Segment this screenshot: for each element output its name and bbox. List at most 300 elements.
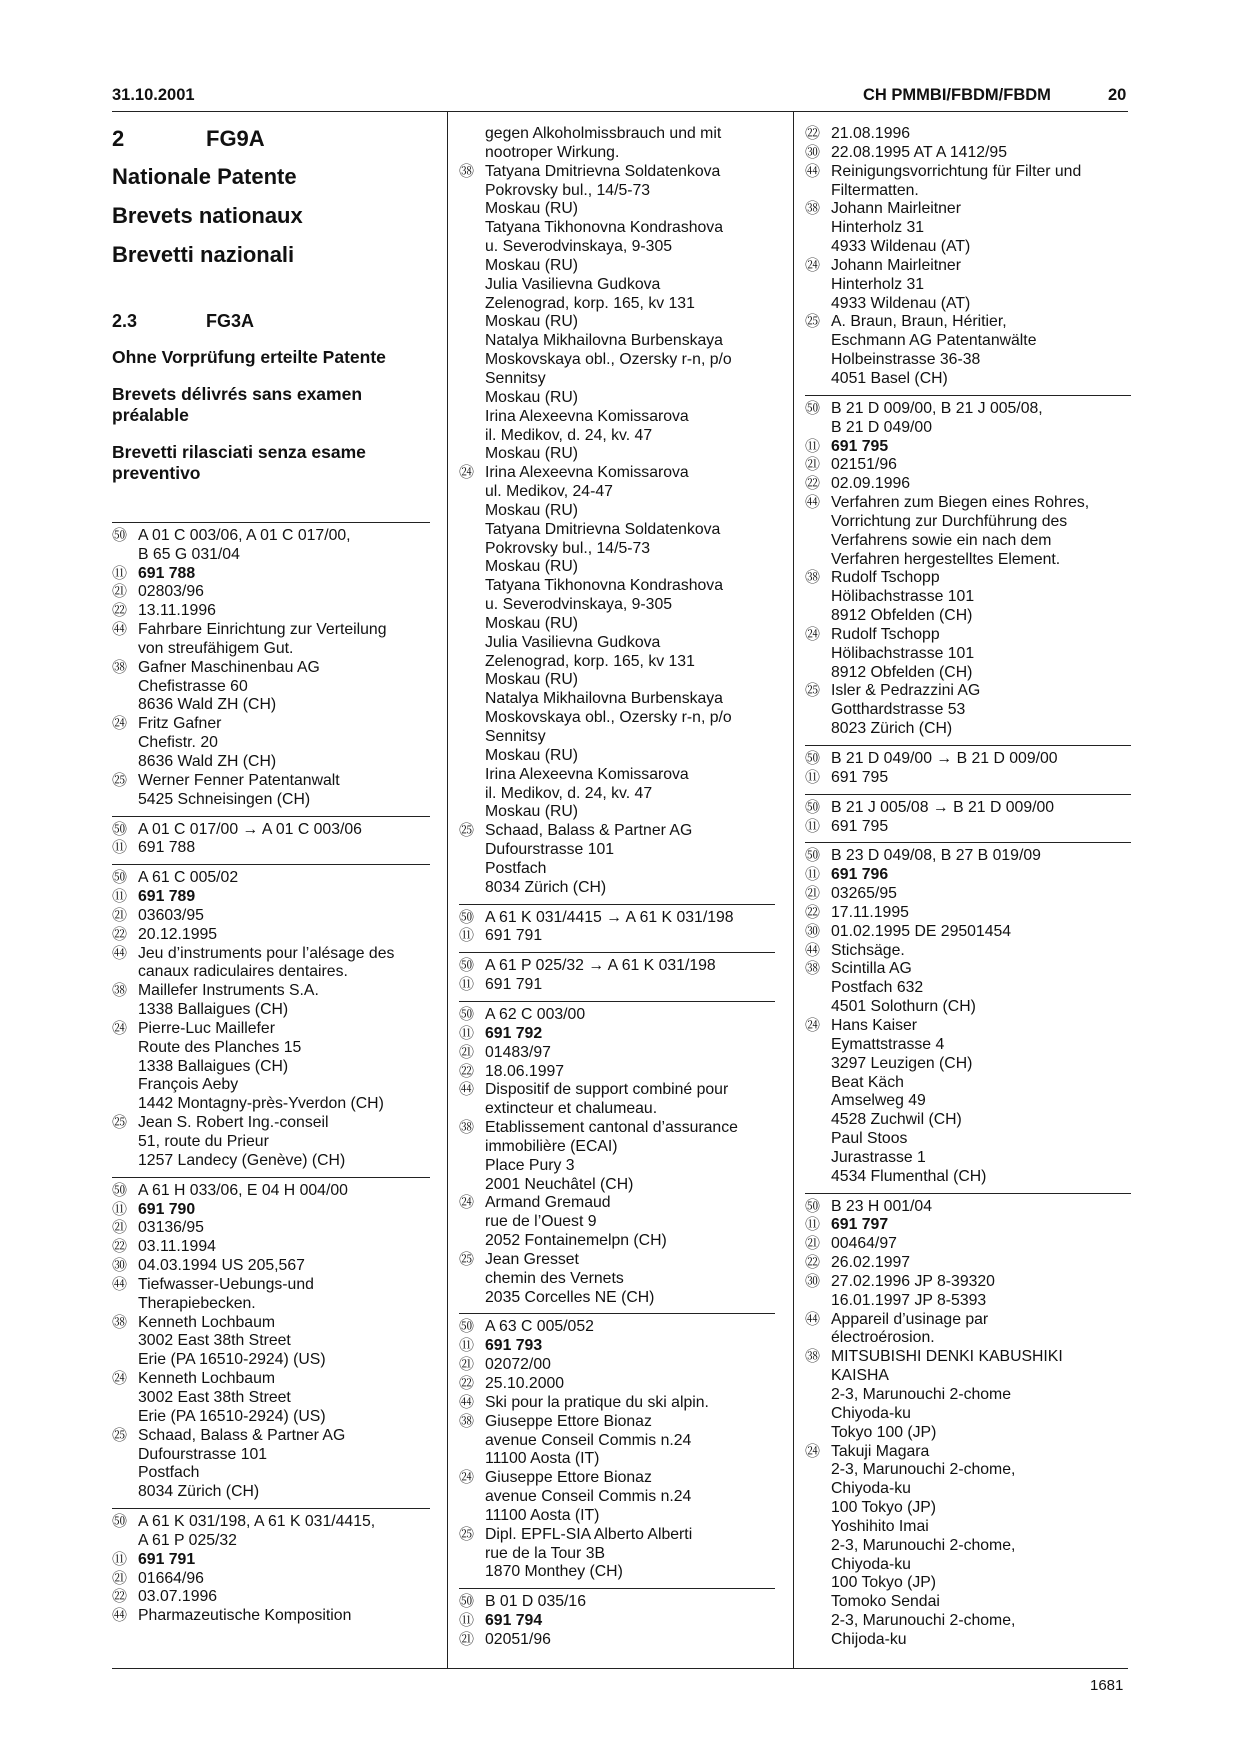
- inid-code-icon: ㉕: [112, 1114, 128, 1132]
- inid-code-icon: ⑪: [459, 927, 475, 945]
- inid-code-icon: ㉒: [112, 1588, 128, 1606]
- inid-code-icon: ㊿: [459, 1005, 475, 1023]
- field-value: B 21 D 049/00 → B 21 D 009/00: [831, 750, 1058, 767]
- field-value: 01664/96: [138, 1569, 204, 1587]
- field-value: 17.11.1995: [831, 903, 909, 921]
- entry-field: [112, 527, 430, 565]
- patent-entry: [459, 1001, 775, 1314]
- entry-field: [112, 1513, 430, 1551]
- field-value: 26.02.1997: [831, 1254, 911, 1272]
- inid-code-icon: ㉚: [112, 1257, 128, 1275]
- entry-field: [805, 400, 1131, 438]
- patent-entry: [459, 952, 775, 1001]
- inid-code-icon: ㊹: [805, 162, 821, 180]
- entry-field: [805, 1348, 1131, 1442]
- field-value: Pierre-Luc Maillefer Route des Planches 15 1338 Ballaigues (CH) François Aeby 1442 Montagny-près-Yverdon (CH): [138, 1019, 384, 1113]
- entry-field: [459, 1044, 775, 1063]
- header-rule: [112, 111, 1128, 112]
- entry-field: [112, 982, 430, 1020]
- field-value: Schaad, Balass & Partner AG Dufourstrasse 101 Postfach 8034 Zürich (CH): [138, 1426, 346, 1501]
- field-value: 03.07.1996: [138, 1588, 218, 1606]
- inid-code-icon: ㉒: [805, 1254, 821, 1272]
- field-value: B 01 D 035/16: [485, 1593, 586, 1611]
- inid-code-icon: ㊹: [112, 1275, 128, 1293]
- entry-field: [805, 960, 1131, 1017]
- field-value: 18.06.1997: [485, 1062, 565, 1080]
- entry-field: [459, 1119, 775, 1194]
- subsection-number: 2.3: [112, 311, 138, 331]
- inid-code-icon: ㉔: [459, 1469, 475, 1487]
- field-value: Schaad, Balass & Partner AG Dufourstrasse 101 Postfach 8034 Zürich (CH): [485, 822, 693, 896]
- inid-code-icon: ㊳: [805, 960, 821, 978]
- patent-entry: [112, 864, 430, 1177]
- field-value: Fahrbare Einrichtung zur Verteilung von streufähigem Gut.: [138, 621, 387, 657]
- inid-code-icon: ㉒: [459, 1375, 475, 1392]
- field-value: 691 795: [831, 768, 889, 786]
- inid-code-icon: ㊳: [459, 1412, 475, 1430]
- section-code: FG9A: [206, 126, 265, 151]
- field-value: Rudolf Tschopp Hölibachstrasse 101 8912 Obfelden (CH): [831, 569, 975, 625]
- inid-code-icon: ⑪: [112, 839, 128, 857]
- field-value: 691 791: [138, 1550, 196, 1568]
- patent-entry: [805, 745, 1131, 794]
- entry-field: [459, 927, 775, 946]
- entry-field: [112, 945, 430, 983]
- inid-code-icon: ⑪: [805, 817, 821, 835]
- inid-code-icon: ㊿: [805, 750, 821, 767]
- entry-field: [112, 821, 430, 840]
- field-value: Maillefer Instruments S.A. 1338 Ballaigues (CH): [138, 982, 319, 1019]
- entry-field: [112, 1238, 430, 1257]
- field-value: A 62 C 003/00: [485, 1005, 586, 1023]
- entry-field: [112, 621, 430, 659]
- inid-code-icon: ㉑: [112, 906, 128, 924]
- field-value: 03265/95: [831, 885, 897, 903]
- inid-code-icon: ㉕: [805, 682, 821, 700]
- inid-code-icon: ㊿: [805, 847, 821, 865]
- entry-field: [459, 1318, 775, 1337]
- field-value: Kenneth Lochbaum 3002 East 38th Street Erie (PA 16510-2924) (US): [138, 1370, 326, 1425]
- field-value: Dipl. EPFL-SIA Alberto Alberti rue de la Tour 3B 1870 Monthey (CH): [485, 1525, 693, 1581]
- subsection-title-fr: Brevets délivrés sans examen préalable: [112, 383, 363, 425]
- inid-code-icon: ㊳: [805, 569, 821, 587]
- patent-entry: [459, 125, 775, 904]
- field-value: A 01 C 017/00 → A 01 C 003/06: [138, 820, 362, 838]
- inid-code-icon: ㉒: [805, 475, 821, 493]
- inid-code-icon: ⑪: [459, 1612, 475, 1630]
- entry-field: [112, 926, 430, 945]
- inid-code-icon: ㉔: [805, 256, 821, 274]
- inid-code-icon: ㉒: [459, 1062, 475, 1080]
- patent-entries: [805, 125, 1131, 1656]
- inid-code-icon: ㊹: [459, 1393, 475, 1411]
- entry-field: [112, 1219, 430, 1238]
- field-value: Pharmazeutische Komposition: [138, 1607, 352, 1625]
- field-value: 00464/97: [831, 1235, 897, 1253]
- entry-field: [112, 1201, 430, 1220]
- field-value: Stichsäge.: [831, 941, 905, 959]
- entry-field: [805, 923, 1131, 942]
- subsection-title-it: Brevetti rilasciati senza esame preventivo: [112, 441, 366, 483]
- field-value: Reinigungsvorrichtung für Filter und Filtermatten.: [831, 162, 1082, 199]
- entry-field: [805, 904, 1131, 923]
- entry-field: [459, 163, 775, 465]
- inid-code-icon: ㊳: [112, 1313, 128, 1331]
- field-value: 13.11.1996: [138, 602, 216, 620]
- inid-code-icon: ⑪: [112, 1550, 128, 1568]
- entry-field: [459, 1194, 775, 1251]
- entry-field: [805, 569, 1131, 626]
- entry-field: [805, 942, 1131, 961]
- section-title-it: Brevetti nazionali: [112, 242, 295, 267]
- entry-field: [459, 125, 775, 163]
- header-page-number: 20: [1108, 86, 1127, 104]
- inid-code-icon: ⑪: [112, 1200, 128, 1218]
- field-value: Irina Alexeevna Komissarova ul. Medikov, 24-47 Moskau (RU) Tatyana Dmitrievna Soldatenkova Pokrovsky bul., 14/5-73 Moskau (RU) Tatyana Tikhonovna Kondrashova u. Severodvinskaya, 9-305 Moskau (RU) Julia Vasilievna Gudkova Zelenograd, korp. 165, kv 131 Moskau (RU) Natalya Mikhailovna Burbenskaya Moskovskaya obl., Ozersky r-n, p/o Sennitsy Moskau (RU) Irina Alexeevna Komissarova il. Medikov, d. 24, kv. 47 Moskau (RU): [485, 464, 732, 821]
- patent-entry: [112, 1508, 430, 1632]
- field-value: 02.09.1996: [831, 475, 911, 493]
- field-value: Gafner Maschinenbau AG Chefistrasse 60 8636 Wald ZH (CH): [138, 658, 320, 714]
- inid-code-icon: ㊹: [112, 621, 128, 639]
- entry-field: [112, 1570, 430, 1589]
- entry-field: [805, 847, 1131, 866]
- entry-field: [459, 1394, 775, 1413]
- inid-code-icon: ㉕: [459, 1250, 475, 1268]
- entry-field: [805, 257, 1131, 314]
- entry-field: [112, 1276, 430, 1314]
- inid-code-icon: ⑪: [112, 564, 128, 582]
- inid-code-icon: ㊿: [459, 908, 475, 926]
- entry-field: [459, 1251, 775, 1308]
- column-2: [459, 125, 775, 1656]
- field-value: 691 796: [831, 866, 889, 884]
- entry-field: [805, 1443, 1131, 1650]
- inid-code-icon: ⑪: [459, 1337, 475, 1355]
- field-value: 03136/95: [138, 1219, 204, 1237]
- field-value: 01483/97: [485, 1043, 551, 1061]
- entry-field: [459, 1025, 775, 1044]
- header-date: 31.10.2001: [112, 86, 195, 104]
- inid-code-icon: ⑪: [805, 866, 821, 884]
- patent-entry: [459, 904, 775, 953]
- entry-field: [112, 869, 430, 888]
- field-value: 25.10.2000: [485, 1375, 565, 1392]
- field-value: Ski pour la pratique du ski alpin.: [485, 1393, 709, 1411]
- column-divider-2: [793, 112, 794, 1668]
- section-title-fr: Brevets nationaux: [112, 203, 303, 228]
- inid-code-icon: ㊹: [805, 1310, 821, 1328]
- entry-field: [112, 1020, 430, 1114]
- entry-field: [805, 1198, 1131, 1217]
- field-value: B 21 J 005/08 → B 21 D 009/00: [831, 798, 1055, 816]
- patent-entry: [112, 816, 430, 865]
- inid-code-icon: ㊳: [805, 1348, 821, 1366]
- entry-field: [459, 957, 775, 976]
- inid-code-icon: ㊳: [459, 1119, 475, 1137]
- inid-code-icon: ㉕: [459, 1525, 475, 1543]
- entry-field: [459, 822, 775, 897]
- entry-field: [459, 1081, 775, 1119]
- inid-code-icon: ㉔: [459, 464, 475, 482]
- field-value: B 23 D 049/08, B 27 B 019/09: [831, 847, 1041, 865]
- field-value: Werner Fenner Patentanwalt 5425 Schneisingen (CH): [138, 771, 340, 808]
- entry-field: [805, 1254, 1131, 1273]
- entry-field: [112, 583, 430, 602]
- inid-code-icon: ㉑: [459, 1043, 475, 1061]
- field-value: 691 795: [831, 817, 889, 835]
- inid-code-icon: ⑪: [805, 437, 821, 455]
- entry-field: [805, 626, 1131, 683]
- field-value: Rudolf Tschopp Hölibachstrasse 101 8912 Obfelden (CH): [831, 625, 975, 681]
- field-value: Giuseppe Ettore Bionaz avenue Conseil Commis n.24 11100 Aosta (IT): [485, 1412, 692, 1468]
- footer-page-number: 1681: [1090, 1677, 1124, 1694]
- entry-field: [805, 769, 1131, 788]
- entry-field: [112, 659, 430, 716]
- field-value: 04.03.1994 US 205,567: [138, 1257, 305, 1275]
- entry-field: [459, 1063, 775, 1082]
- inid-code-icon: ㉒: [805, 125, 821, 142]
- field-value: Jeu d’instruments pour l’alésage des canaux radiculaires dentaires.: [138, 944, 395, 981]
- section-number: 2: [112, 126, 125, 151]
- entry-field: [459, 1631, 775, 1650]
- inid-code-icon: ㉔: [112, 1370, 128, 1388]
- field-value: 27.02.1996 JP 8-39320 16.01.1997 JP 8-5393: [831, 1272, 995, 1309]
- inid-code-icon: ㊹: [459, 1081, 475, 1099]
- inid-code-icon: ㉔: [459, 1194, 475, 1212]
- inid-code-icon: ㊹: [112, 1607, 128, 1625]
- inid-code-icon: ㉑: [805, 885, 821, 903]
- patent-entry: [805, 794, 1131, 843]
- field-value: A 01 C 003/06, A 01 C 017/00, B 65 G 031/04: [138, 526, 351, 563]
- inid-code-icon: ⑪: [459, 976, 475, 994]
- entry-field: [459, 909, 775, 928]
- entry-field: [805, 1235, 1131, 1254]
- entry-field: [459, 1375, 775, 1394]
- entry-field: [112, 839, 430, 858]
- inid-code-icon: ㉔: [805, 1016, 821, 1034]
- entry-field: [459, 1526, 775, 1583]
- inid-code-icon: ㊹: [112, 944, 128, 962]
- inid-code-icon: ㉕: [112, 771, 128, 789]
- subsection-title-de: Ohne Vorprüfung erteilte Patente: [112, 346, 386, 367]
- footer-rule: [112, 1668, 1128, 1669]
- entry-field: [112, 602, 430, 621]
- inid-code-icon: ㉑: [805, 1235, 821, 1253]
- inid-code-icon: ㊿: [112, 526, 128, 544]
- section-heading: [112, 126, 430, 164]
- entry-field: [805, 125, 1131, 144]
- entry-field: [805, 818, 1131, 837]
- inid-code-icon: ⑪: [805, 768, 821, 786]
- inid-code-icon: ㊹: [805, 494, 821, 512]
- field-value: 02051/96: [485, 1630, 551, 1648]
- column-divider-1: [447, 112, 448, 1668]
- field-value: 02803/96: [138, 583, 204, 601]
- inid-code-icon: ㉚: [805, 1272, 821, 1290]
- inid-code-icon: ⑪: [805, 1216, 821, 1234]
- entry-field: [112, 1314, 430, 1371]
- entry-field: [459, 1337, 775, 1356]
- inid-code-icon: ㉔: [805, 1442, 821, 1460]
- inid-code-icon: ㊳: [459, 162, 475, 180]
- inid-code-icon: ㊳: [112, 982, 128, 1000]
- field-value: Tiefwasser-Uebungs-und Therapiebecken.: [138, 1275, 314, 1312]
- entry-field: [459, 1469, 775, 1526]
- patent-entry: [805, 1193, 1131, 1656]
- field-value: Etablissement cantonal d’assurance immobilière (ECAI) Place Pury 3 2001 Neuchâtel (CH): [485, 1119, 738, 1193]
- field-value: A 61 K 031/198, A 61 K 031/4415, A 61 P 025/32: [138, 1513, 376, 1549]
- patent-entry: [459, 1588, 775, 1656]
- entry-field: [112, 1427, 430, 1502]
- inid-code-icon: ㉕: [112, 1426, 128, 1444]
- entry-field: [805, 799, 1131, 818]
- inid-code-icon: ㊿: [459, 1593, 475, 1611]
- entry-field: [112, 1182, 430, 1201]
- entry-field: [459, 1006, 775, 1025]
- field-value: A 61 H 033/06, E 04 H 004/00: [138, 1181, 348, 1199]
- patent-entries: [459, 125, 775, 1656]
- inid-code-icon: ㊿: [805, 1197, 821, 1215]
- entry-field: [112, 888, 430, 907]
- field-value: Jean Gresset chemin des Vernets 2035 Corcelles NE (CH): [485, 1250, 655, 1306]
- inid-code-icon: ㊿: [112, 820, 128, 838]
- entry-field: [805, 144, 1131, 163]
- inid-code-icon: ⑪: [459, 1024, 475, 1042]
- entry-field: [805, 163, 1131, 201]
- patent-entry: [112, 1177, 430, 1508]
- field-value: 03.11.1994: [138, 1238, 216, 1256]
- field-value: Dispositif de support combiné pour extincteur et chalumeau.: [485, 1081, 729, 1118]
- inid-code-icon: ㉑: [805, 456, 821, 474]
- entry-field: [805, 1017, 1131, 1187]
- field-value: 691 791: [485, 976, 543, 994]
- subsection-code: FG3A: [206, 311, 255, 331]
- field-value: Giuseppe Ettore Bionaz avenue Conseil Commis n.24 11100 Aosta (IT): [485, 1469, 692, 1524]
- field-value: 691 793: [485, 1337, 543, 1355]
- patent-entry: [459, 1313, 775, 1588]
- inid-code-icon: ㉔: [112, 715, 128, 733]
- inid-code-icon: [459, 125, 485, 163]
- entry-field: [805, 438, 1131, 457]
- inid-code-icon: ㉚: [805, 922, 821, 940]
- section-title-de: Nationale Patente: [112, 164, 297, 189]
- inid-code-icon: ㉑: [459, 1356, 475, 1374]
- field-value: 691 791: [485, 927, 543, 945]
- entry-field: [805, 200, 1131, 257]
- inid-code-icon: ㉔: [805, 625, 821, 643]
- inid-code-icon: ㉔: [112, 1019, 128, 1037]
- entry-field: [805, 682, 1131, 739]
- entry-field: [805, 885, 1131, 904]
- field-value: 691 795: [831, 437, 889, 455]
- entry-field: [112, 1370, 430, 1427]
- entry-field: [459, 1413, 775, 1470]
- inid-code-icon: ㉒: [112, 925, 128, 943]
- field-value: Takuji Magara 2-3, Marunouchi 2-chome, Chiyoda-ku 100 Tokyo (JP) Yoshihito Imai 2-3, Marunouchi 2-chome, Chiyoda-ku 100 Tokyo (JP) Tomoko Sendai 2-3, Marunouchi 2-chome, Chijoda-ku: [831, 1442, 1016, 1648]
- entry-field: [112, 1588, 430, 1607]
- entry-field: [805, 1216, 1131, 1235]
- inid-code-icon: ㊳: [112, 658, 128, 676]
- field-value: 02072/00: [485, 1356, 551, 1374]
- field-value: 02151/96: [831, 456, 897, 474]
- field-value: A 61 K 031/4415 → A 61 K 031/198: [485, 908, 734, 926]
- field-value: Verfahren zum Biegen eines Rohres, Vorrichtung zur Durchführung des Verfahrens sowie ein nach dem Verfahren hergestelltes Element.: [831, 494, 1090, 568]
- entry-field: [112, 907, 430, 926]
- field-value: MITSUBISHI DENKI KABUSHIKI KAISHA 2-3, Marunouchi 2-chome Chiyoda-ku Tokyo 100 (JP): [831, 1348, 1063, 1441]
- inid-code-icon: ㉑: [112, 1219, 128, 1237]
- header-publication-code: CH PMMBI/FBDM/FBDM: [863, 86, 1051, 104]
- entry-field: [112, 1257, 430, 1276]
- entry-field: [112, 565, 430, 584]
- field-value: 691 797: [831, 1216, 889, 1234]
- field-value: Tatyana Dmitrievna Soldatenkova Pokrovsky bul., 14/5-73 Moskau (RU) Tatyana Tikhonovna Kondrashova u. Severodvinskaya, 9-305 Moskau (RU) Julia Vasilievna Gudkova Zelenograd, korp. 165, kv 131 Moskau (RU) Natalya Mikhailovna Burbenskaya Moskovskaya obl., Ozersky r-n, p/o Sennitsy Moskau (RU) Irina Alexeevna Komissarova il. Medikov, d. 24, kv. 47 Moskau (RU): [485, 162, 732, 463]
- entry-field: [112, 772, 430, 810]
- entry-field: [112, 1551, 430, 1570]
- entry-field: [459, 1593, 775, 1612]
- entry-field: [112, 1114, 430, 1171]
- field-value: Armand Gremaud rue de l’Ouest 9 2052 Fontainemelpn (CH): [485, 1194, 667, 1250]
- field-value: Jean S. Robert Ing.-conseil 51, route du Prieur 1257 Landecy (Genève) (CH): [138, 1114, 346, 1169]
- inid-code-icon: ⑪: [112, 888, 128, 906]
- inid-code-icon: ㊿: [805, 798, 821, 816]
- inid-code-icon: ㊿: [805, 399, 821, 417]
- entry-field: [459, 464, 775, 822]
- field-value: 691 789: [138, 888, 196, 906]
- entry-field: [459, 976, 775, 995]
- inid-code-icon: ㉕: [805, 313, 821, 331]
- patent-entry: [805, 842, 1131, 1192]
- field-value: 20.12.1995: [138, 925, 218, 943]
- field-value: 22.08.1995 AT A 1412/95: [831, 143, 1007, 161]
- inid-code-icon: ㉒: [112, 1238, 128, 1256]
- field-value: Fritz Gafner Chefistr. 20 8636 Wald ZH (CH): [138, 715, 277, 770]
- inid-code-icon: ㊿: [459, 957, 475, 975]
- entry-field: [805, 494, 1131, 569]
- inid-code-icon: ㊿: [112, 1513, 128, 1531]
- inid-code-icon: ㊿: [459, 1318, 475, 1336]
- field-value: Scintilla AG Postfach 632 4501 Solothurn (CH): [831, 960, 976, 1016]
- field-value: 691 788: [138, 564, 196, 582]
- entry-field: [112, 1607, 430, 1626]
- inid-code-icon: ㉑: [112, 1569, 128, 1587]
- field-value: A. Braun, Braun, Héritier, Eschmann AG Patentanwälte Holbeinstrasse 36-38 4051 Basel (CH): [831, 313, 1037, 387]
- field-value: gegen Alkoholmissbrauch und mit nootroper Wirkung.: [485, 125, 722, 161]
- field-value: 691 788: [138, 839, 196, 857]
- field-value: 691 794: [485, 1612, 543, 1630]
- field-value: B 21 D 009/00, B 21 J 005/08, B 21 D 049/00: [831, 399, 1043, 436]
- entry-field: [805, 750, 1131, 769]
- field-value: Appareil d’usinage par électroérosion.: [831, 1310, 989, 1347]
- field-value: Hans Kaiser Eymattstrasse 4 3297 Leuzigen (CH) Beat Käch Amselweg 49 4528 Zuchwil (CH) Paul Stoos Jurastrasse 1 4534 Flumenthal (CH): [831, 1016, 987, 1185]
- field-value: 21.08.1996: [831, 125, 911, 142]
- inid-code-icon: ㊿: [112, 1181, 128, 1199]
- column-1: [112, 124, 430, 1632]
- inid-code-icon: ㊳: [805, 200, 821, 218]
- entry-field: [459, 1612, 775, 1631]
- field-value: A 61 C 005/02: [138, 869, 239, 887]
- inid-code-icon: ㉚: [805, 143, 821, 161]
- field-value: Johann Mairleitner Hinterholz 31 4933 Wildenau (AT): [831, 200, 971, 256]
- inid-code-icon: ㊿: [112, 869, 128, 887]
- field-value: 691 792: [485, 1024, 543, 1042]
- patent-entry: [112, 522, 430, 816]
- inid-code-icon: ㊹: [805, 941, 821, 959]
- field-value: A 63 C 005/052: [485, 1318, 594, 1336]
- field-value: 01.02.1995 DE 29501454: [831, 922, 1012, 940]
- entry-field: [805, 313, 1131, 388]
- inid-code-icon: ㉑: [459, 1630, 475, 1648]
- field-value: Kenneth Lochbaum 3002 East 38th Street Erie (PA 16510-2924) (US): [138, 1313, 326, 1369]
